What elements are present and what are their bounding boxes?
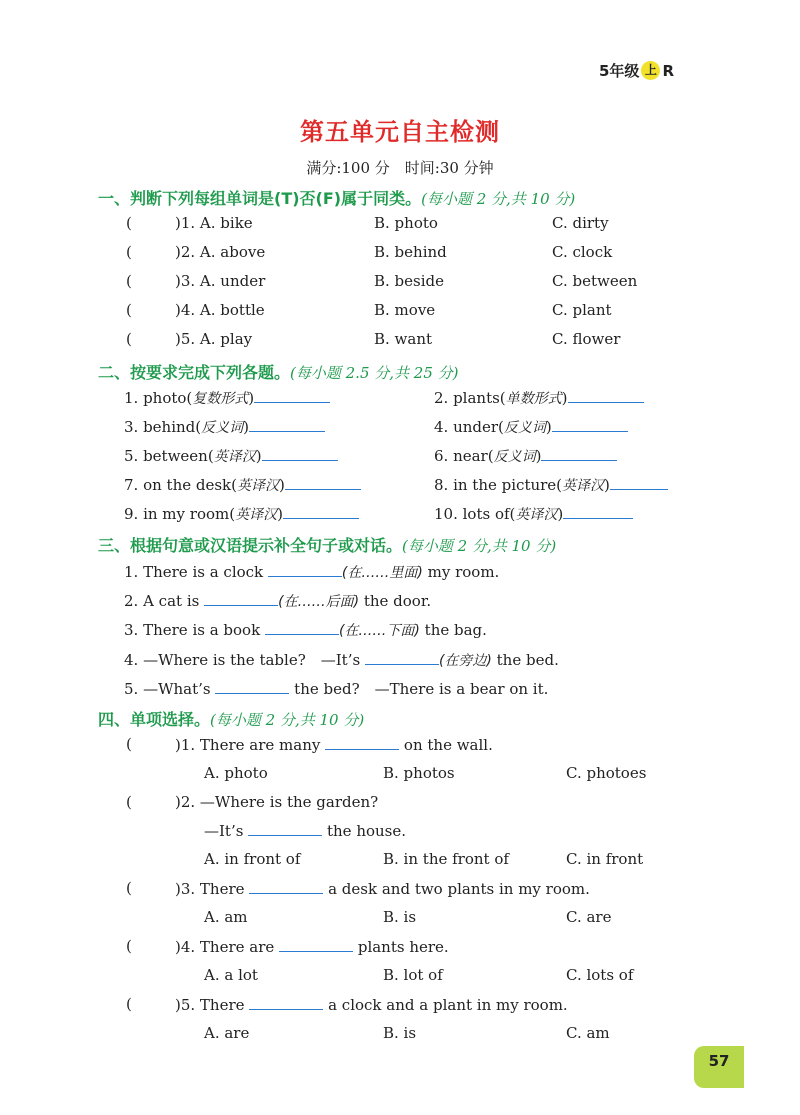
s2-item: 9. in my room(英译汉) — [124, 504, 359, 524]
option-b: B. want — [374, 330, 433, 348]
answer-blank[interactable] — [563, 504, 633, 519]
option-b: B. move — [374, 301, 436, 319]
s2-item: 7. on the desk(英译汉) — [124, 475, 361, 495]
answer-blank[interactable] — [248, 821, 322, 836]
option-a: )5. A. play — [175, 330, 253, 348]
option-a: A. am — [204, 908, 248, 926]
option-c: C. in front — [566, 850, 644, 868]
option-b: B. lot of — [383, 966, 443, 984]
page-number: 57 — [694, 1046, 744, 1088]
option-a: A. photo — [204, 764, 268, 782]
s3-item: 5. —What’s the bed? —There is a bear on it. — [124, 680, 549, 698]
option-b: B. is — [383, 908, 417, 926]
answer-paren[interactable]: ( — [126, 937, 132, 955]
s3-item: 4. —Where is the table? —It’s (在旁边) the bed. — [124, 651, 559, 669]
term-badge: 上 — [641, 61, 660, 80]
answer-paren[interactable]: ( — [126, 272, 132, 290]
answer-paren[interactable]: ( — [126, 214, 132, 232]
s2-item: 4. under(反义词) — [434, 417, 628, 437]
option-a: A. a lot — [204, 966, 258, 984]
answer-blank[interactable] — [610, 475, 668, 490]
s4-question-1: )1. There are many on the wall. — [175, 736, 493, 754]
section-1-title: 一、判断下列每组单词是(T)否(F)属于同类。 — [98, 189, 422, 208]
answer-blank[interactable] — [283, 504, 359, 519]
answer-blank[interactable] — [541, 446, 617, 461]
answer-paren[interactable]: ( — [126, 243, 132, 261]
option-c: C. are — [566, 908, 612, 926]
option-b: B. behind — [374, 243, 447, 261]
answer-paren[interactable]: ( — [126, 995, 132, 1013]
section-4-heading — [98, 707, 364, 730]
section-2-points: (每小题 2.5 分,共 25 分) — [290, 364, 459, 382]
answer-blank[interactable] — [215, 679, 289, 694]
edition-text: R — [662, 61, 674, 80]
option-b: B. in the front of — [383, 850, 509, 868]
answer-blank[interactable] — [249, 417, 325, 432]
grade-text: 5年级 — [599, 62, 640, 80]
s2-item: 1. photo(复数形式) — [124, 388, 330, 408]
s3-item: 2. A cat is (在……后面) the door. — [124, 592, 432, 610]
score-time-info: 满分:100 分 时间:30 分钟 — [306, 159, 494, 177]
s4-question-2: )2. —Where is the garden? — [175, 793, 379, 811]
section-3-points: (每小题 2 分,共 10 分) — [402, 537, 557, 555]
option-b: B. beside — [374, 272, 445, 290]
answer-blank[interactable] — [249, 995, 323, 1010]
s2-item: 6. near(反义词) — [434, 446, 617, 466]
option-c: C. clock — [552, 243, 613, 261]
s2-item: 8. in the picture(英译汉) — [434, 475, 668, 495]
s4-question-4: )4. There are plants here. — [175, 938, 449, 956]
section-4-title: 四、单项选择。 — [98, 710, 211, 729]
section-3-title: 三、根据句意或汉语提示补全句子或对话。 — [98, 536, 403, 555]
section-3-heading — [98, 533, 556, 556]
answer-blank[interactable] — [265, 620, 339, 635]
option-a: )1. A. bike — [175, 214, 253, 232]
answer-blank[interactable] — [254, 388, 330, 403]
s2-item: 10. lots of(英译汉) — [434, 504, 633, 524]
s4-question-5: )5. There a clock and a plant in my room. — [175, 996, 568, 1014]
section-2-heading — [98, 360, 459, 383]
s2-item: 5. between(英译汉) — [124, 446, 338, 466]
option-b: B. photos — [383, 764, 455, 782]
grade-label — [599, 60, 674, 81]
answer-paren[interactable]: ( — [126, 330, 132, 348]
option-c: C. dirty — [552, 214, 609, 232]
section-4-points: (每小题 2 分,共 10 分) — [210, 711, 365, 729]
answer-paren[interactable]: ( — [126, 793, 132, 811]
s3-item: 1. There is a clock (在……里面) my room. — [124, 563, 500, 581]
answer-paren[interactable]: ( — [126, 879, 132, 897]
section-1-heading — [98, 186, 575, 209]
s4-question-3: )3. There a desk and two plants in my room. — [175, 880, 590, 898]
answer-blank[interactable] — [268, 562, 342, 577]
option-c: C. am — [566, 1024, 610, 1042]
option-a: )3. A. under — [175, 272, 266, 290]
answer-blank[interactable] — [365, 650, 439, 665]
section-2-title: 二、按要求完成下列各题。 — [98, 363, 291, 382]
s4-question-2-line2: —It’s the house. — [204, 822, 407, 840]
option-c: C. flower — [552, 330, 621, 348]
option-a: )4. A. bottle — [175, 301, 265, 319]
answer-blank[interactable] — [552, 417, 628, 432]
answer-blank[interactable] — [285, 475, 361, 490]
option-a: )2. A. above — [175, 243, 266, 261]
option-b: B. photo — [374, 214, 438, 232]
section-1-points: (每小题 2 分,共 10 分) — [421, 190, 576, 208]
option-c: C. plant — [552, 301, 612, 319]
option-a: A. in front of — [204, 850, 301, 868]
answer-blank[interactable] — [279, 937, 353, 952]
answer-blank[interactable] — [262, 446, 338, 461]
answer-blank[interactable] — [325, 735, 399, 750]
page-title: 第五单元自主检测 — [300, 118, 500, 146]
answer-blank[interactable] — [249, 879, 323, 894]
answer-blank[interactable] — [204, 591, 278, 606]
option-c: C. between — [552, 272, 638, 290]
option-a: A. are — [204, 1024, 250, 1042]
option-c: C. lots of — [566, 966, 634, 984]
answer-blank[interactable] — [568, 388, 644, 403]
option-c: C. photoes — [566, 764, 647, 782]
s2-item: 2. plants(单数形式) — [434, 388, 644, 408]
s3-item: 3. There is a book (在……下面) the bag. — [124, 621, 487, 639]
option-b: B. is — [383, 1024, 417, 1042]
answer-paren[interactable]: ( — [126, 301, 132, 319]
answer-paren[interactable]: ( — [126, 735, 132, 753]
s2-item: 3. behind(反义词) — [124, 417, 325, 437]
